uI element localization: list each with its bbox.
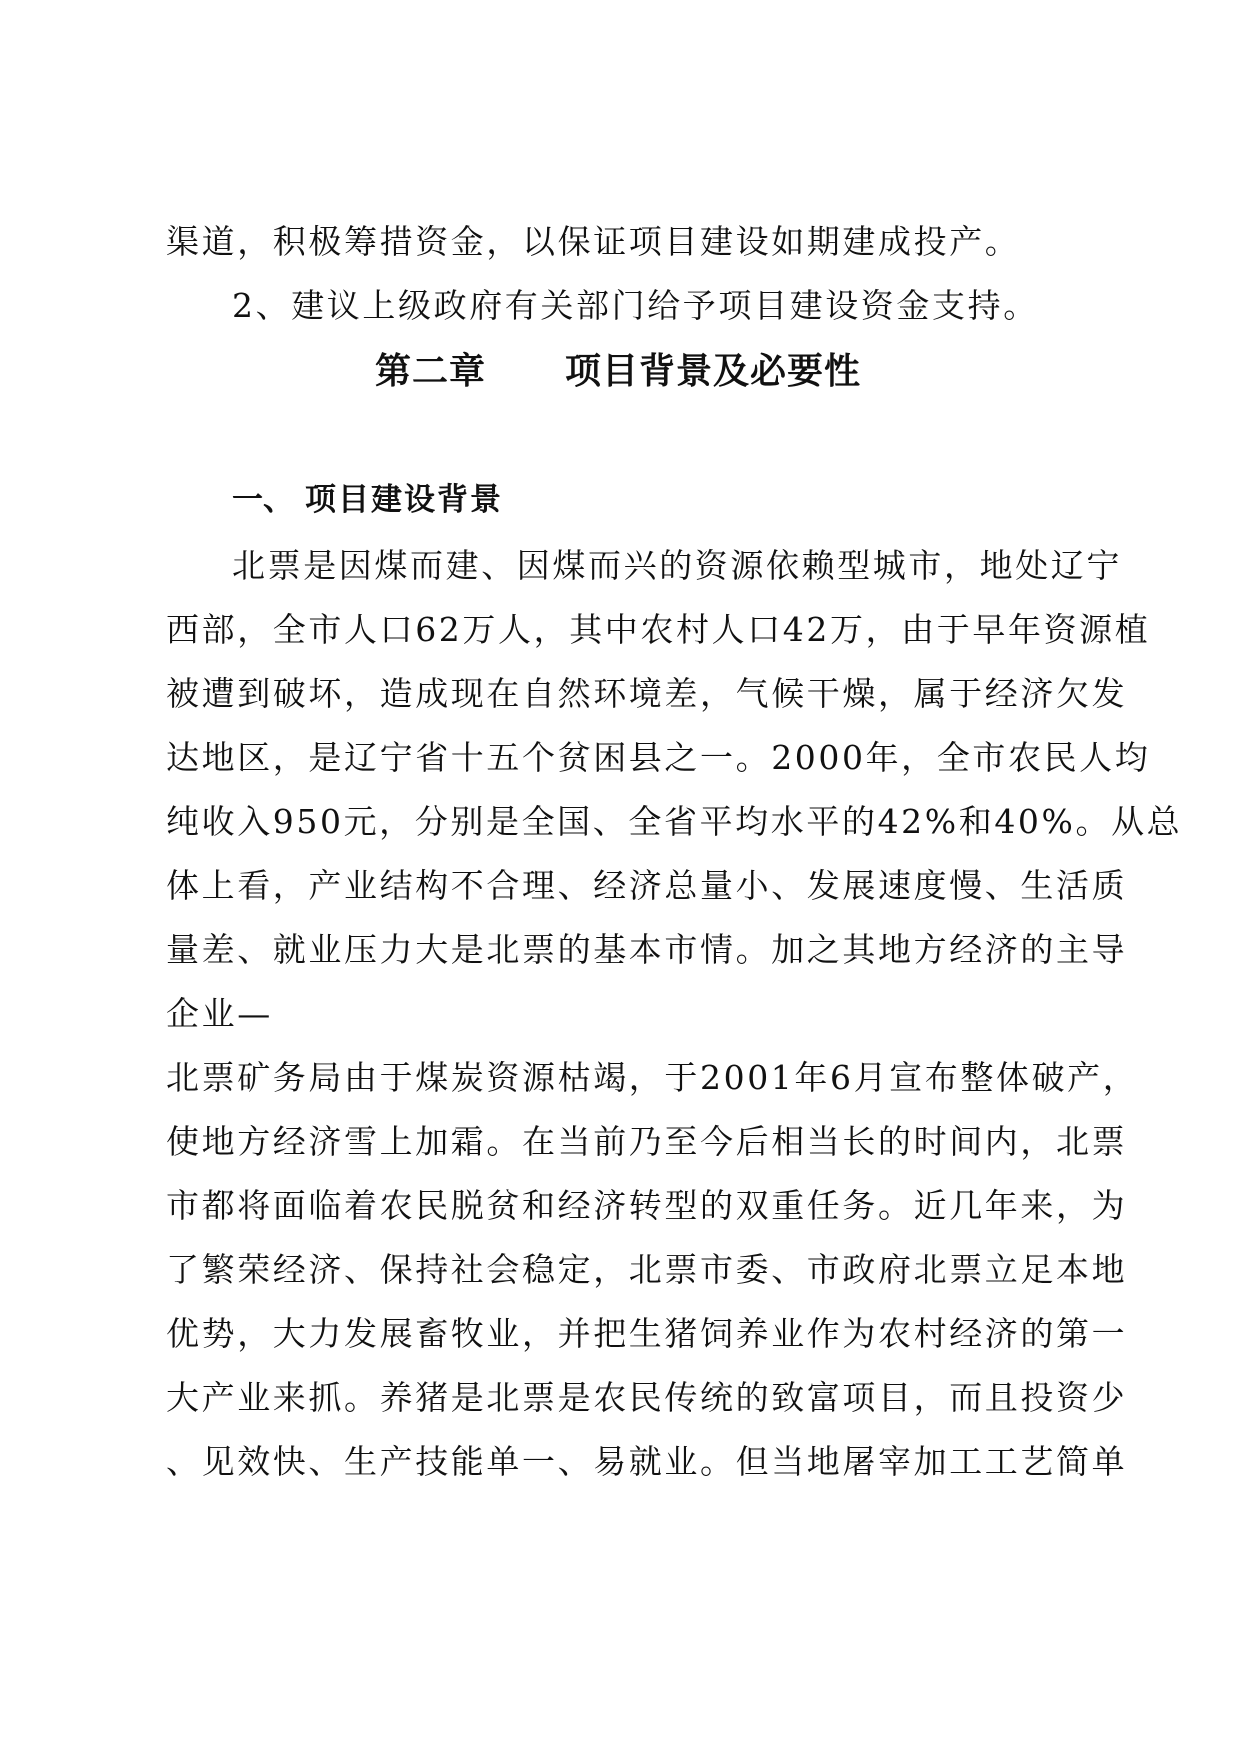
chapter-title: 项目背景及必要性 bbox=[565, 351, 862, 392]
paragraph-line: 使地方经济雪上加霜。在当前乃至今后相当长的时间内，北票 bbox=[166, 1122, 1128, 1161]
paragraph-line: 达地区，是辽宁省十五个贫困县之一。2000年，全市农民人均 bbox=[166, 738, 1151, 777]
paragraph-line: 市都将面临着农民脱贫和经济转型的双重任务。近几年来，为 bbox=[166, 1186, 1128, 1225]
text-line-continuation: 渠道，积极筹措资金，以保证项目建设如期建成投产。 bbox=[166, 222, 1021, 261]
text-line-recommendation-2: 2、建议上级政府有关部门给予项目建设资金支持。 bbox=[232, 286, 1039, 325]
paragraph-line: 企业— bbox=[166, 994, 273, 1033]
paragraph-line: 量差、就业压力大是北票的基本市情。加之其地方经济的主导 bbox=[166, 930, 1128, 969]
paragraph-line: 优势，大力发展畜牧业，并把生猪饲养业作为农村经济的第一 bbox=[166, 1314, 1128, 1353]
paragraph-line: 大产业来抓。养猪是北票是农民传统的致富项目，而且投资少 bbox=[166, 1378, 1128, 1417]
paragraph-line: 被遭到破坏，造成现在自然环境差，气候干燥，属于经济欠发 bbox=[166, 674, 1128, 713]
section-title: 项目建设背景 bbox=[305, 482, 503, 518]
paragraph-line: 体上看，产业结构不合理、经济总量小、发展速度慢、生活质 bbox=[166, 866, 1128, 905]
paragraph-line: 西部，全市人口62万人，其中农村人口42万，由于早年资源植 bbox=[166, 610, 1151, 649]
paragraph-line: 北票是因煤而建、因煤而兴的资源依赖型城市，地处辽宁 bbox=[232, 546, 1122, 585]
chapter-number: 第二章 bbox=[375, 351, 487, 392]
paragraph-line: 了繁荣经济、保持社会稳定，北票市委、市政府北票立足本地 bbox=[166, 1250, 1128, 1289]
paragraph-line: 、见效快、生产技能单一、易就业。但当地屠宰加工工艺简单 bbox=[166, 1442, 1128, 1481]
paragraph-line: 北票矿务局由于煤炭资源枯竭，于2001年6月宣布整体破产， bbox=[166, 1058, 1139, 1097]
paragraph-line: 纯收入950元，分别是全国、全省平均水平的42%和40%。从总 bbox=[166, 802, 1183, 841]
section-number: 一、 bbox=[232, 482, 294, 518]
